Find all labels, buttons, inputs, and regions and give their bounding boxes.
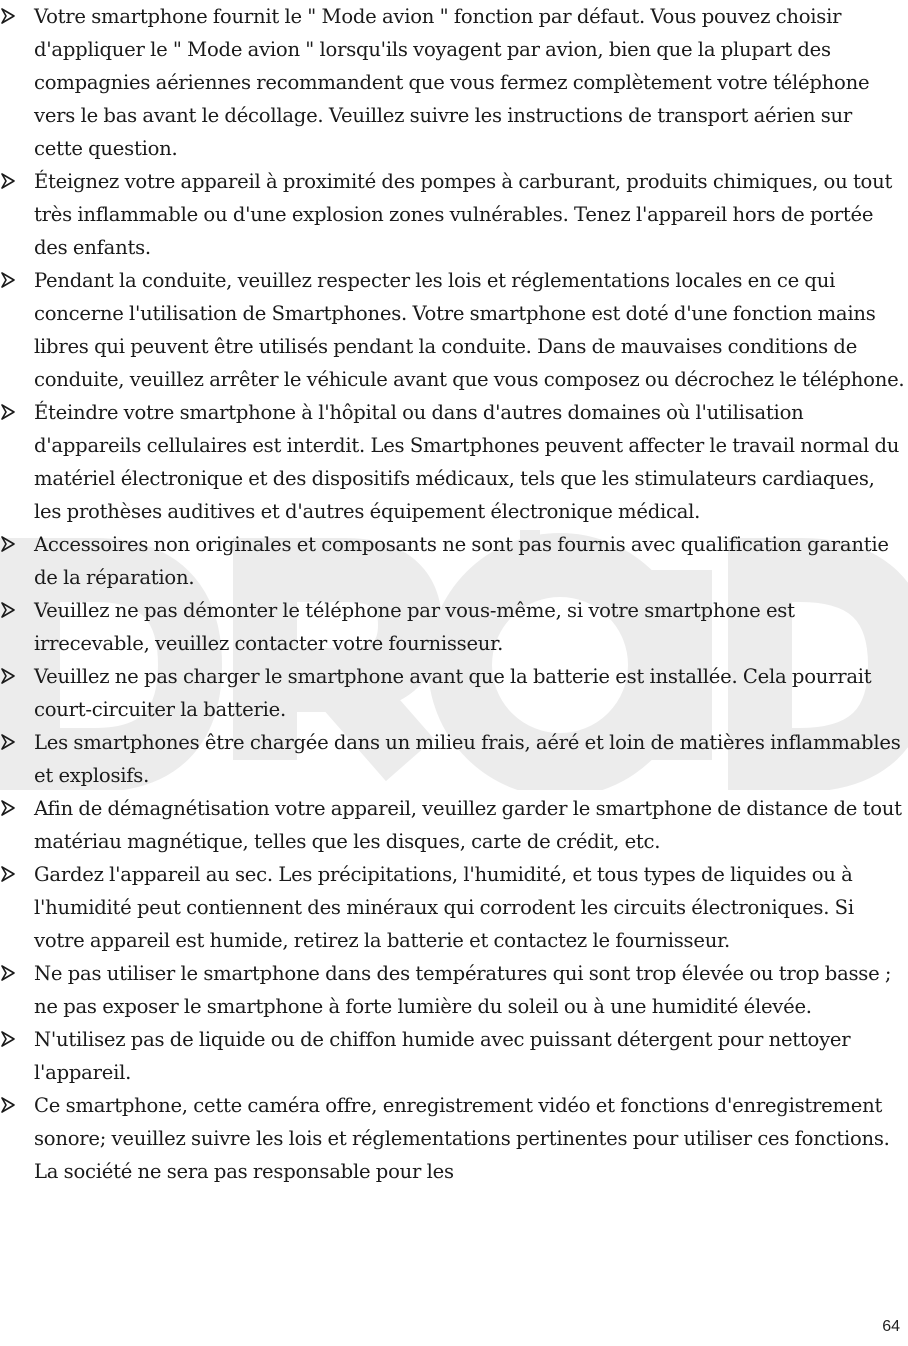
arrow-bullet-icon [0,404,16,420]
arrow-bullet-icon [0,1031,16,1047]
arrow-bullet-icon [0,800,16,816]
list-item [0,1089,908,1188]
list-item [0,726,908,792]
list-item-text: Afin de démagnétisation votre appareil, veuillez garder le smartphone de distance de tout matériau magnétique, telles que les disques, carte de crédit, etc. [34,797,902,853]
arrow-bullet-icon [0,734,16,750]
list-item-text: Gardez l'appareil au sec. Les précipitations, l'humidité, et tous types de liquides ou à l'humidité peut contiennent des minéraux qui corrodent les circuits électroniques. Si votre appareil est humide, retirez la batterie et contactez le fournisseur. [34,863,854,952]
list-item-text: N'utilisez pas de liquide ou de chiffon humide avec puissant détergent pour nettoyer l'appareil. [34,1028,851,1084]
arrow-bullet-icon [0,866,16,882]
list-item [0,1023,908,1089]
list-item [0,396,908,528]
list-item [0,594,908,660]
page-number: 64 [882,1318,900,1335]
list-item [0,660,908,726]
list-item-text: Votre smartphone fournit le " Mode avion " fonction par défaut. Vous pouvez choisir d'appliquer le " Mode avion " lorsqu'ils voyagent par avion, bien que la plupart des compagnies aériennes recommandent que vous fermez complètement votre téléphone vers le bas avant le décollage. Veuillez suivre les instructions de transport aérien sur cette question. [34,5,870,160]
arrow-bullet-icon [0,602,16,618]
list-item-text: Pendant la conduite, veuillez respecter les lois et réglementations locales en ce qui concerne l'utilisation de Smartphones. Votre smartphone est doté d'une fonction mains libres qui peuvent être utilisés pendant la conduite. Dans de mauvaises conditions de conduite, veuillez arrêter le véhicule avant que vous composez ou décrochez le téléphone. [34,269,905,391]
list-item [0,957,908,1023]
list-item-text: Veuillez ne pas démonter le téléphone par vous-même, si votre smartphone est irrecevable, veuillez contacter votre fournisseur. [34,599,795,655]
list-item-text: Accessoires non originales et composants ne sont pas fournis avec qualification garantie de la réparation. [34,533,889,589]
arrow-bullet-icon [0,272,16,288]
list-item [0,528,908,594]
list-item [0,0,908,165]
list-item-text: Ne pas utiliser le smartphone dans des températures qui sont trop élevée ou trop basse ; ne pas exposer le smartphone à forte lumière du soleil ou à une humidité élevée. [34,962,892,1018]
arrow-bullet-icon [0,173,16,189]
arrow-bullet-icon [0,668,16,684]
list-item [0,264,908,396]
list-item-text: Veuillez ne pas charger le smartphone avant que la batterie est installée. Cela pourrait court-circuiter la batterie. [34,665,872,721]
list-item [0,165,908,264]
list-item [0,858,908,957]
list-item-text: Éteignez votre appareil à proximité des pompes à carburant, produits chimiques, ou tout très inflammable ou d'une explosion zones vulnérables. Tenez l'appareil hors de portée des enfants. [34,170,893,259]
list-item [0,792,908,858]
arrow-bullet-icon [0,8,16,24]
arrow-bullet-icon [0,1097,16,1113]
arrow-bullet-icon [0,536,16,552]
list-item-text: Les smartphones être chargée dans un milieu frais, aéré et loin de matières inflammables et explosifs. [34,731,901,787]
list-item-text: Ce smartphone, cette caméra offre, enregistrement vidéo et fonctions d'enregistrement sonore; veuillez suivre les lois et réglementations pertinentes pour utiliser ces fonctions. La société ne sera pas responsable pour les [34,1094,890,1183]
arrow-bullet-icon [0,965,16,981]
list-item-text: Éteindre votre smartphone à l'hôpital ou dans d'autres domaines où l'utilisation d'appareils cellulaires est interdit. Les Smartphones peuvent affecter le travail normal du matériel électronique et des dispositifs médicaux, tels que les stimulateurs cardiaques, les prothèses auditives et d'autres équipement électronique médical. [34,401,900,523]
